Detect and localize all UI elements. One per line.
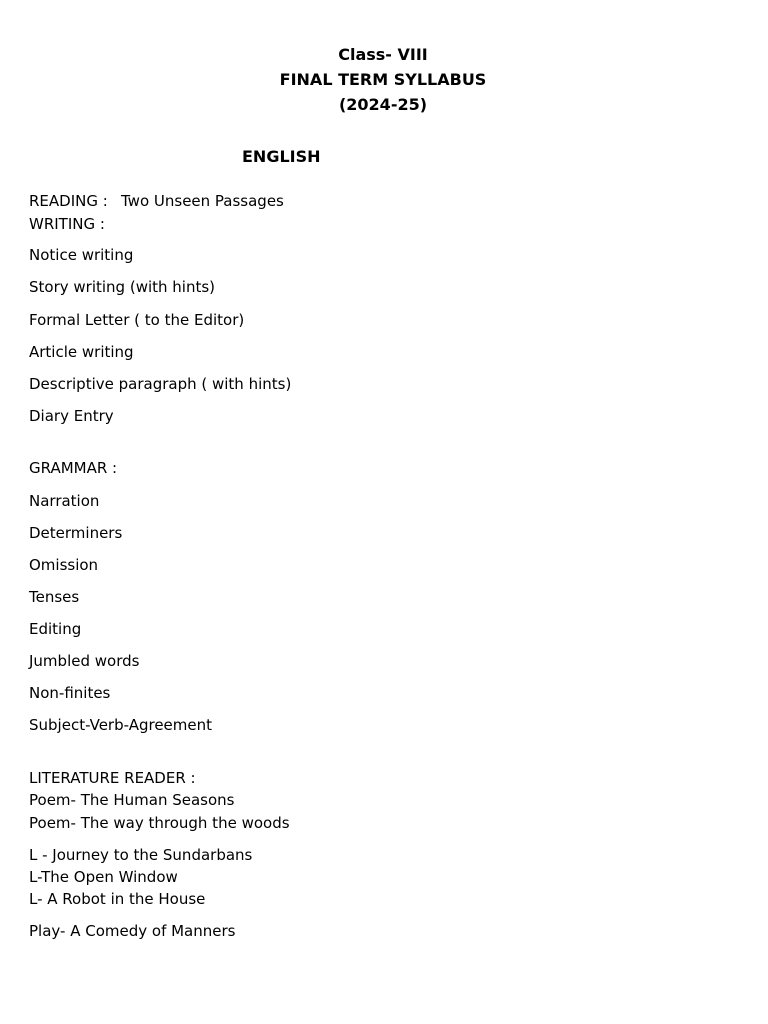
writing-item: Story writing (with hints): [29, 278, 216, 296]
grammar-item: Omission: [29, 556, 99, 574]
writing-item: Diary Entry: [29, 407, 114, 425]
writing-item: Descriptive paragraph ( with hints): [29, 375, 292, 393]
reading-value: Two Unseen Passages: [121, 192, 284, 210]
writing-item: Article writing: [29, 343, 134, 361]
grammar-label: GRAMMAR :: [29, 459, 118, 477]
grammar-item: Non-finites: [29, 684, 111, 702]
writing-item: Formal Letter ( to the Editor): [29, 311, 245, 329]
reading-label: READING :: [29, 192, 108, 210]
literature-label: LITERATURE READER :: [29, 769, 196, 787]
poem-item: Poem- The Human Seasons: [29, 791, 235, 809]
poem-item: Poem- The way through the woods: [29, 814, 290, 832]
session-year: (2024-25): [338, 95, 428, 114]
grammar-item: Narration: [29, 492, 100, 510]
writing-item: Notice writing: [29, 246, 134, 264]
writing-label: WRITING :: [29, 215, 105, 233]
lesson-item: L-The Open Window: [29, 868, 178, 886]
lesson-item: L- A Robot in the House: [29, 890, 206, 908]
term-title: FINAL TERM SYLLABUS: [279, 70, 487, 89]
class-title: Class- VIII: [338, 45, 428, 64]
subject-heading: ENGLISH: [242, 147, 321, 166]
grammar-item: Tenses: [29, 588, 80, 606]
grammar-item: Editing: [29, 620, 82, 638]
play-item: Play- A Comedy of Manners: [29, 922, 236, 940]
lesson-item: L - Journey to the Sundarbans: [29, 846, 253, 864]
grammar-item: Subject-Verb-Agreement: [29, 716, 213, 734]
grammar-item: Jumbled words: [29, 652, 140, 670]
grammar-item: Determiners: [29, 524, 123, 542]
